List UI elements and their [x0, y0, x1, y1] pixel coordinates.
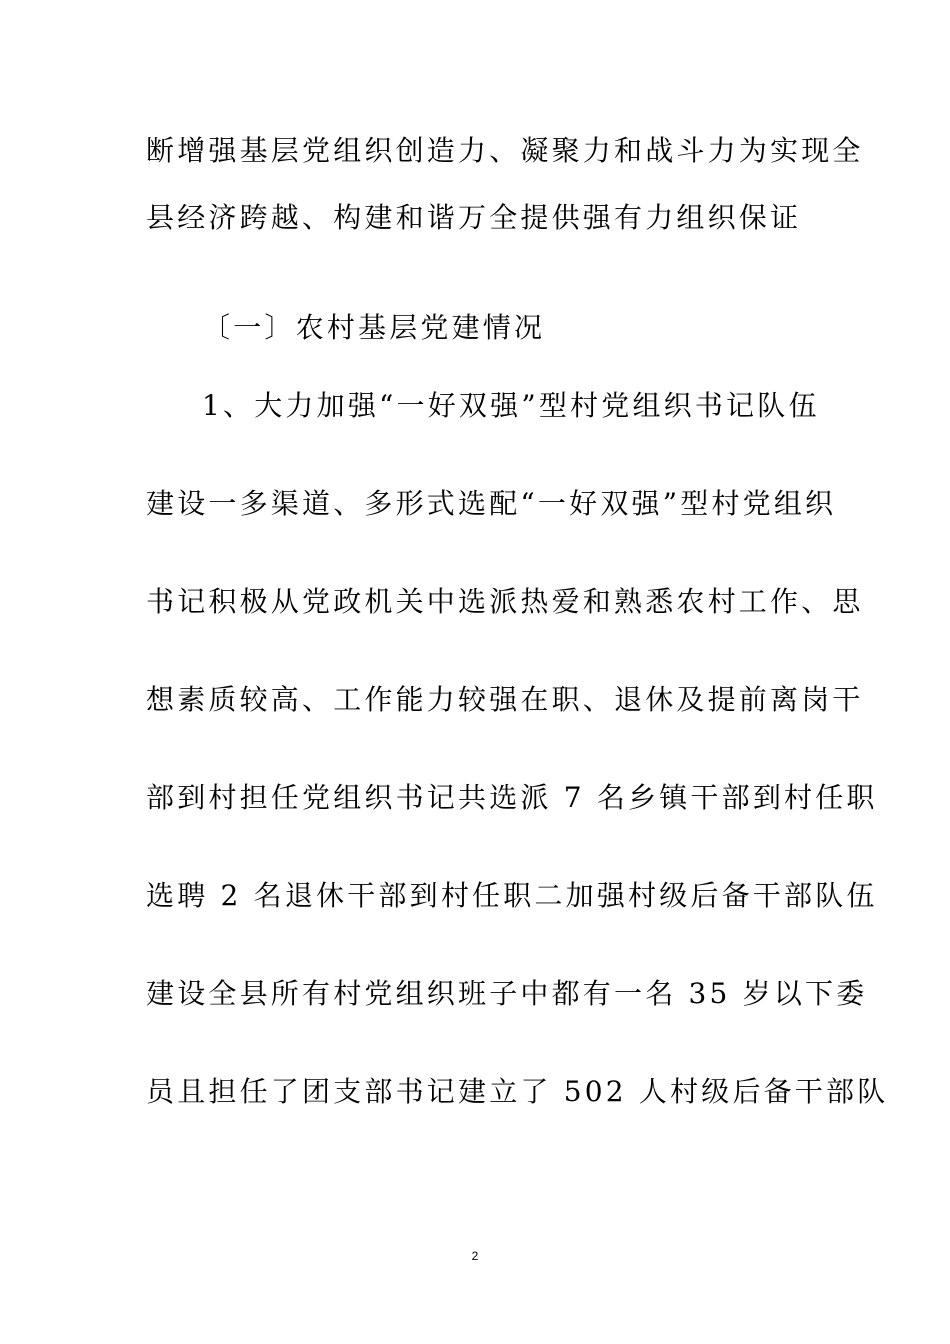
- section-heading: 〔一〕农村基层党建情况: [202, 311, 546, 344]
- paragraph-line: 建设一多渠道、多形式选配“一好双强”型村党组织: [146, 487, 837, 520]
- paragraph-line: 建设全县所有村党组织班子中都有一名 35 岁以下委: [146, 977, 868, 1010]
- paragraph-line: 选聘 2 名退休干部到村任职二加强村级后备干部队伍: [146, 879, 878, 912]
- paragraph-line: 1、大力加强“一好双强”型村党组织书记队伍: [202, 389, 820, 422]
- paragraph-line: 书记积极从党政机关中选派热爱和熟悉农村工作、思: [146, 585, 864, 618]
- paragraph-line: 断增强基层党组织创造力、凝聚力和战斗力为实现全: [146, 134, 864, 167]
- paragraph-line: 部到村担任党组织书记共选派 7 名乡镇干部到村任职: [146, 781, 878, 814]
- page-number: 2: [471, 1249, 479, 1263]
- paragraph-line: 员且担任了团支部书记建立了 502 人村级后备干部队: [146, 1075, 889, 1108]
- paragraph-line: 想素质较高、工作能力较强在职、退休及提前离岗干: [146, 683, 864, 716]
- paragraph-line: 县经济跨越、构建和谐万全提供强有力组织保证: [146, 201, 802, 234]
